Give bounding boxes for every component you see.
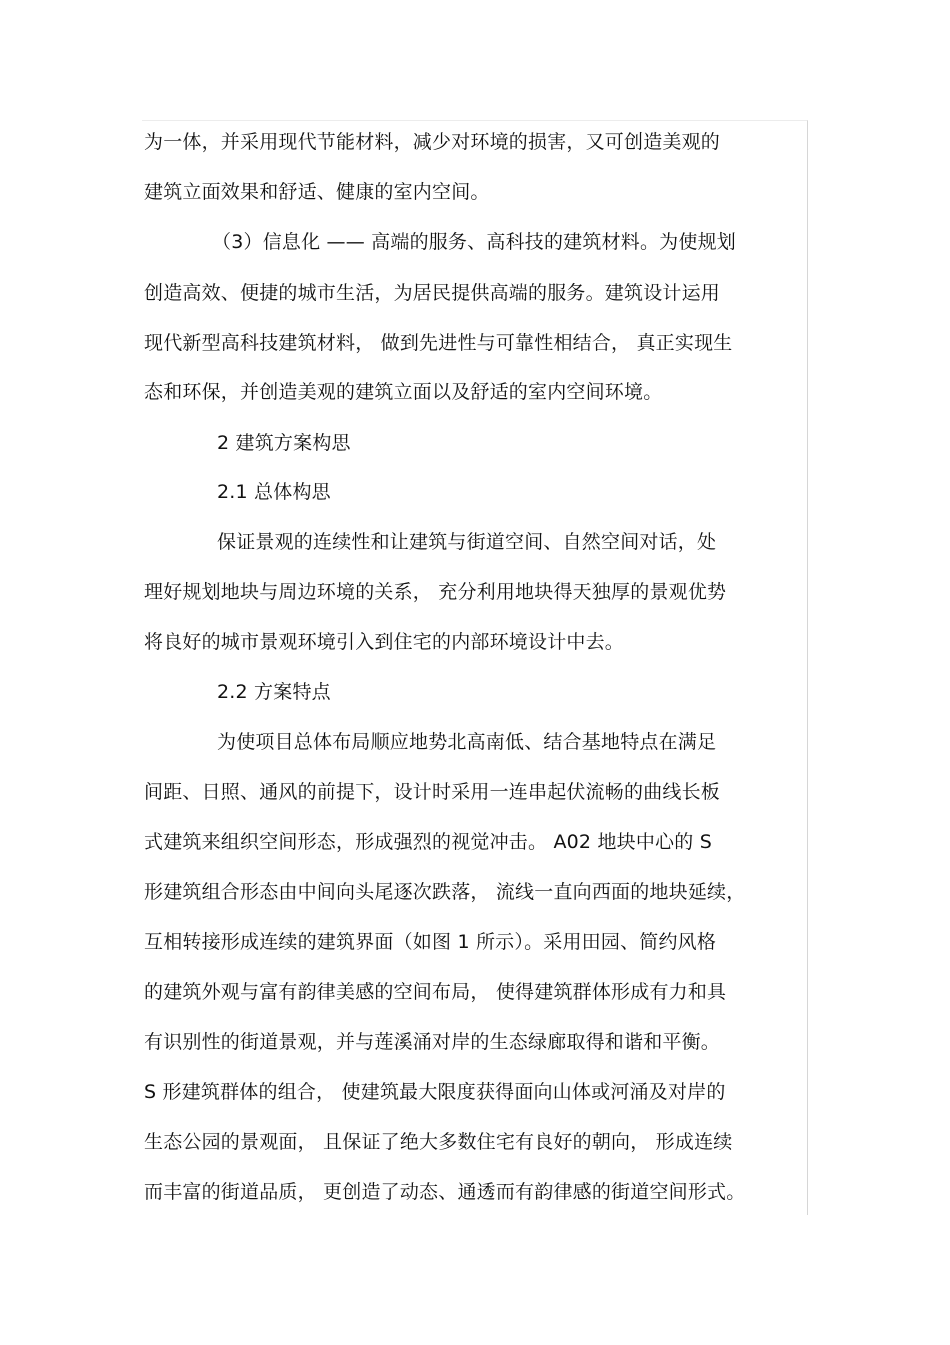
paragraph-line-11: 将良好的城市景观环境引入到住宅的内部环境设计中去。 [144, 631, 625, 653]
paragraph-line-2: 建筑立面效果和舒适、健康的室内空间。 [144, 181, 490, 203]
paragraph-line-9: 保证景观的连续性和让建筑与街道空间、自然空间对话，处 [217, 531, 717, 553]
paragraph-line-16: 形建筑组合形态由中间向头尾逐次跌落， 流线一直向西面的地块延续， [144, 881, 746, 903]
paragraph-line-1: 为一体，并采用现代节能材料，减少对环境的损害，又可创造美观的 [144, 131, 721, 153]
section-heading-2: 2 建筑方案构思 [217, 432, 351, 454]
section-heading-2-1: 2.1 总体构思 [217, 481, 331, 503]
paragraph-line-6: 态和环保，并创造美观的建筑立面以及舒适的室内空间环境。 [144, 381, 663, 403]
paragraph-line-15: 式建筑来组织空间形态，形成强烈的视觉冲击。 A02 地块中心的 S [144, 831, 712, 853]
section-heading-2-2: 2.2 方案特点 [217, 681, 331, 703]
paragraph-line-13: 为使项目总体布局顺应地势北高南低、结合基地特点在满足 [217, 731, 717, 753]
paragraph-line-10: 理好规划地块与周边环境的关系， 充分利用地块得天独厚的景观优势 [144, 581, 727, 603]
paragraph-line-4: 创造高效、便捷的城市生活，为居民提供高端的服务。建筑设计运用 [144, 282, 721, 304]
paragraph-line-5: 现代新型高科技建筑材料， 做到先进性与可靠性相结合， 真正实现生 [144, 332, 733, 354]
paragraph-line-21: 生态公园的景观面， 且保证了绝大多数住宅有良好的朝向， 形成连续 [144, 1131, 733, 1153]
paragraph-line-17: 互相转接形成连续的建筑界面（如图 1 所示）。采用田园、简约风格 [144, 931, 717, 953]
paragraph-line-18: 的建筑外观与富有韵律美感的空间布局， 使得建筑群体形成有力和具 [144, 981, 727, 1003]
paragraph-line-22: 而丰富的街道品质， 更创造了动态、通透而有韵律感的街道空间形式。 [144, 1181, 746, 1203]
paragraph-line-19: 有识别性的街道景观，并与莲溪涌对岸的生态绿廊取得和谐和平衡。 [144, 1031, 721, 1053]
paragraph-line-14: 间距、日照、通风的前提下，设计时采用一连串起伏流畅的曲线长板 [144, 781, 721, 803]
paragraph-line-20: S 形建筑群体的组合， 使建筑最大限度获得面向山体或河涌及对岸的 [144, 1081, 726, 1103]
paragraph-line-3: （3）信息化 —— 高端的服务、高科技的建筑材料。为使规划 [212, 231, 736, 253]
